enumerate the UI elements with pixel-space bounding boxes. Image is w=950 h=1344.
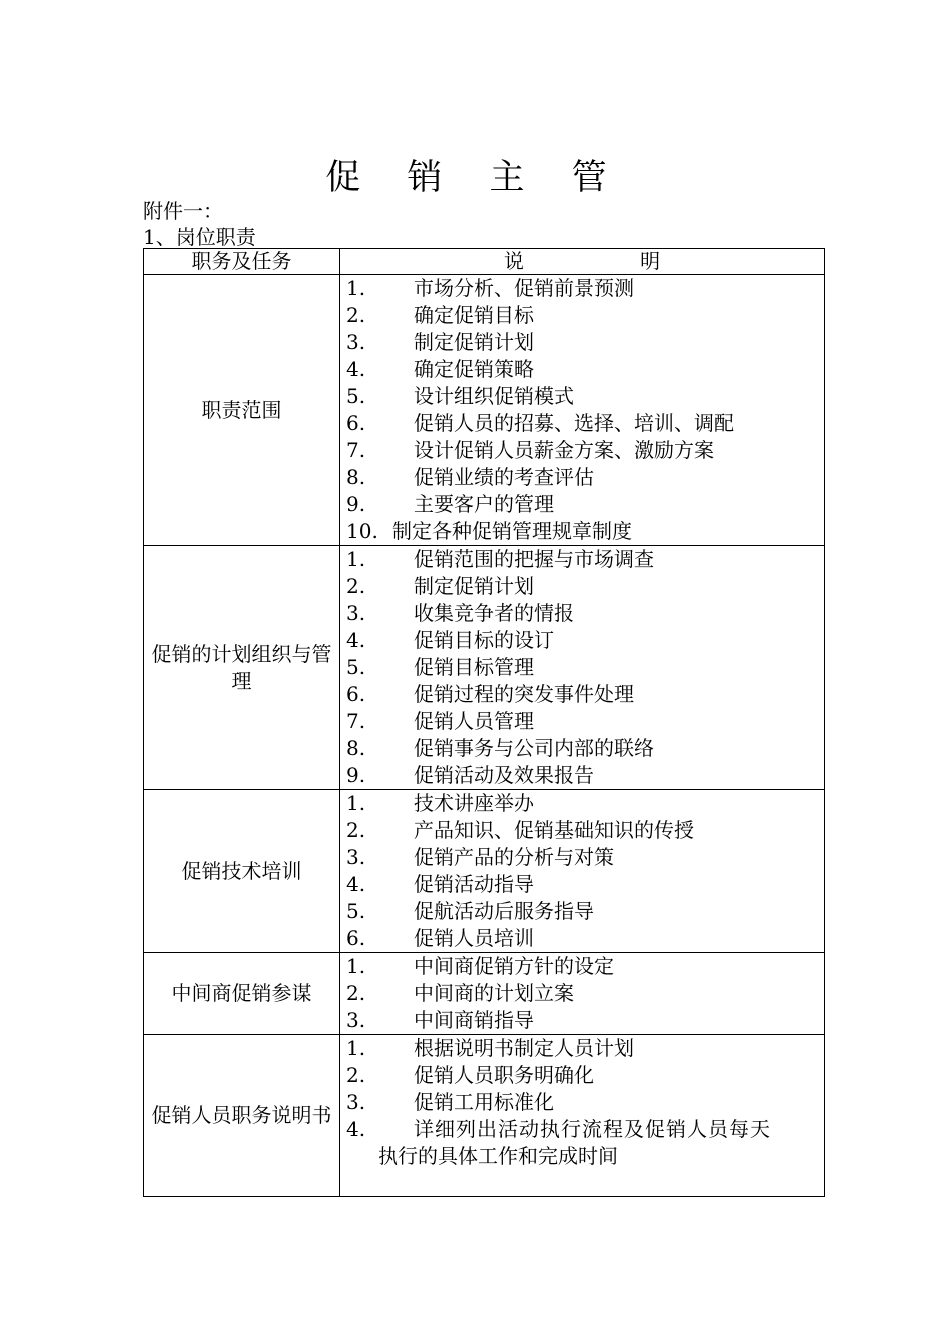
item-number: 2. [346, 981, 366, 1005]
item-text: 制定促销计划 [414, 330, 534, 354]
item-number: 6. [346, 682, 366, 706]
item-number: 8. [346, 736, 366, 760]
list-item [340, 410, 824, 437]
description-cell [340, 953, 825, 1035]
item-text: 设计促销人员薪金方案、激励方案 [414, 438, 714, 462]
item-number: 2. [346, 818, 366, 842]
list-item [340, 518, 824, 545]
list-item [340, 1035, 824, 1062]
item-number: 9. [346, 492, 366, 516]
item-number: 3. [346, 601, 366, 625]
table-row [144, 790, 825, 953]
table-row [144, 953, 825, 1035]
description-cell [340, 1035, 825, 1197]
item-text: 市场分析、促销前景预测 [414, 276, 634, 300]
item-text: 促销活动指导 [414, 872, 534, 896]
list-item [340, 953, 824, 980]
item-number: 2. [346, 303, 366, 327]
list-item [340, 790, 824, 817]
item-number: 6. [346, 926, 366, 950]
list-item [340, 1007, 824, 1034]
item-text: 促销人员管理 [414, 709, 534, 733]
item-text: 促销工用标准化 [414, 1090, 554, 1114]
header-task: 职务及任务 [144, 249, 340, 275]
item-text: 促销范围的把握与市场调查 [414, 547, 654, 571]
table-row [144, 275, 825, 546]
item-text: 促销目标管理 [414, 655, 534, 679]
item-text: 根据说明书制定人员计划 [414, 1036, 634, 1060]
item-text: 促销产品的分析与对策 [414, 845, 614, 869]
header-description-a: 说 [503, 249, 524, 273]
item-text: 制定各种促销管理规章制度 [392, 519, 632, 543]
list-item [340, 844, 824, 871]
item-text: 促销人员职务明确化 [414, 1063, 594, 1087]
item-number: 5. [346, 384, 366, 408]
item-number: 1. [346, 547, 366, 571]
header-description [340, 249, 825, 275]
description-cell [340, 790, 825, 953]
list-item [340, 437, 824, 464]
list-item [340, 681, 824, 708]
item-text-continuation: 执行的具体工作和完成时间 [378, 1144, 618, 1168]
item-number: 4. [346, 1117, 366, 1141]
table-row [144, 1035, 825, 1197]
task-cell: 中间商促销参谋 [144, 953, 340, 1035]
item-number: 5. [346, 899, 366, 923]
item-number: 1. [346, 791, 366, 815]
item-text: 中间商的计划立案 [414, 981, 574, 1005]
list-item [340, 898, 824, 925]
description-cell [340, 546, 825, 790]
item-number: 4. [346, 357, 366, 381]
list-item [340, 1089, 824, 1116]
document-title: 促 销 主 管 [325, 158, 625, 198]
description-cell [340, 275, 825, 546]
list-item [340, 275, 824, 302]
list-item [340, 383, 824, 410]
list-item [340, 573, 824, 600]
item-text: 促销事务与公司内部的联络 [414, 736, 654, 760]
item-text: 促航活动后服务指导 [414, 899, 594, 923]
item-number: 7. [346, 438, 366, 462]
item-text: 中间商促销方针的设定 [414, 954, 614, 978]
appendix-label: 附件一： [143, 199, 223, 223]
list-item [340, 925, 824, 952]
item-number: 6. [346, 411, 366, 435]
item-number: 1. [346, 954, 366, 978]
item-text: 促销业绩的考查评估 [414, 465, 594, 489]
item-text: 促销人员培训 [414, 926, 534, 950]
item-text: 设计组织促销模式 [414, 384, 574, 408]
task-cell: 促销的计划组织与管理 [144, 546, 340, 790]
list-item [340, 817, 824, 844]
list-item [340, 980, 824, 1007]
item-text: 促销过程的突发事件处理 [414, 682, 634, 706]
table-row [144, 546, 825, 790]
section-heading: 1、岗位职责 [143, 225, 256, 249]
item-text: 促销目标的设订 [414, 628, 554, 652]
table-header-row [144, 249, 825, 275]
item-number: 3. [346, 330, 366, 354]
item-text: 确定促销目标 [414, 303, 534, 327]
item-number: 3. [346, 1008, 366, 1032]
list-item [340, 871, 824, 898]
item-number: 1. [346, 1036, 366, 1060]
list-item [340, 356, 824, 383]
item-number: 4. [346, 628, 366, 652]
list-item [340, 762, 824, 789]
item-text: 技术讲座举办 [414, 791, 534, 815]
item-text: 促销活动及效果报告 [414, 763, 594, 787]
list-item [340, 546, 824, 573]
item-text: 中间商销指导 [414, 1008, 534, 1032]
item-text: 收集竞争者的情报 [414, 601, 574, 625]
item-number: 9. [346, 763, 366, 787]
list-item [340, 1062, 824, 1089]
item-text: 详细列出活动执行流程及促销人员每天 [414, 1117, 771, 1141]
list-item [340, 464, 824, 491]
item-number: 10. [346, 519, 378, 543]
list-item [340, 491, 824, 518]
duties-table [143, 248, 825, 1197]
list-item [340, 627, 824, 654]
list-item [340, 600, 824, 627]
task-cell: 促销技术培训 [144, 790, 340, 953]
list-item [340, 654, 824, 681]
item-number: 3. [346, 1090, 366, 1114]
task-cell: 促销人员职务说明书 [144, 1035, 340, 1197]
item-number: 7. [346, 709, 366, 733]
list-item [340, 735, 824, 762]
list-item [340, 302, 824, 329]
item-number: 2. [346, 1063, 366, 1087]
list-item [340, 1116, 824, 1170]
header-description-b: 明 [640, 249, 661, 273]
list-item [340, 329, 824, 356]
list-item [340, 708, 824, 735]
item-number: 4. [346, 872, 366, 896]
task-cell: 职责范围 [144, 275, 340, 546]
item-text: 产品知识、促销基础知识的传授 [414, 818, 694, 842]
item-number: 1. [346, 276, 366, 300]
item-number: 3. [346, 845, 366, 869]
item-number: 8. [346, 465, 366, 489]
item-number: 2. [346, 574, 366, 598]
item-text: 主要客户的管理 [414, 492, 554, 516]
item-text: 制定促销计划 [414, 574, 534, 598]
item-number: 5. [346, 655, 366, 679]
item-text: 确定促销策略 [414, 357, 534, 381]
item-text: 促销人员的招募、选择、培训、调配 [414, 411, 734, 435]
